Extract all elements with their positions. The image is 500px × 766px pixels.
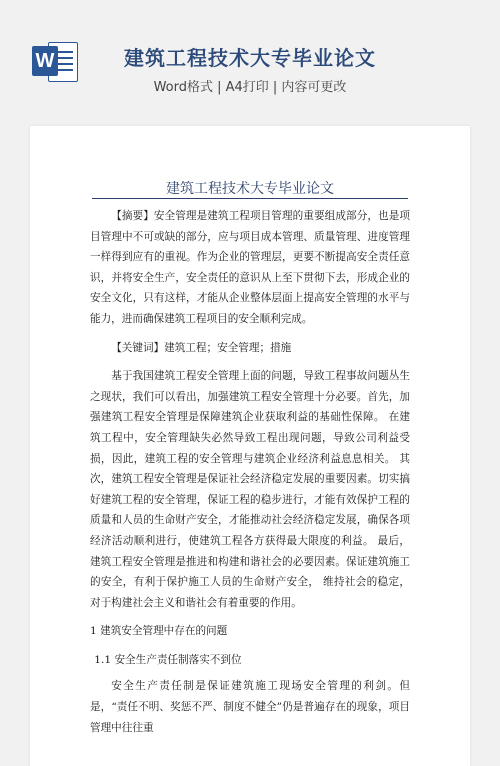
body-paragraph: 基于我国建筑工程安全管理上面的问题，导致工程事故问题丛生之现状，我们可以看出，加强建筑工程安全管理十分必要。首先，加强建筑工程安全管理是保障建筑企业获取利益的基础性保障。 在建筑工程中，安全管理缺失必然导致工程出现问题，导致公司利益受损，因此，建筑工程的安全管理与建筑企业经济利益息息相关。 其次，建筑工程安全管理是保证社会经济稳定发展的重要因素。切实搞好建筑工程的安全管理，保证工程的稳步进行，才能有效保护工程的质量和人员的生命财产安全，才能推动社会经济稳定发展，确保各项经济活动顺利进行，使建筑工程各方获得最大限度的利益。 最后，建筑工程安全管理是推进和构建和谐社会的必要因素。保证建筑施工的安全，有利于保护施工人员的生命财产安全， 维持社会的稳定，对于构建社会主义和谐社会有着重要的作用。 <box>90 370 410 609</box>
abstract-paragraph: 【摘要】安全管理是建筑工程项目管理的重要组成部分，也是项目管理中不可或缺的部分，应与项目成本管理、质量管理、进度管理一样得到应有的重视。作为企业的管理层，更要不断提高安全责任意识，并将安全生产，安全责任的意识从上至下贯彻下去，形成企业的安全文化，只有这样，才能从企业整体层面上提高安全管理的水平与能力，进而确保建筑工程项目的安全顺利完成。 <box>90 210 410 325</box>
title-underline <box>92 198 408 199</box>
page-subtitle: Word格式 | A4打印 | 内容可更改 <box>153 80 347 95</box>
word-badge: W <box>32 46 58 76</box>
page-header <box>0 0 500 118</box>
subsection-paragraph: 安全生产责任制是保证建筑施工现场安全管理的利剑。但是，“责任不明、奖惩不严、制度不健全”仍是普遍存在的现象，项目管理中往往重 <box>90 680 410 734</box>
document-body <box>90 206 410 746</box>
section-heading: 1 建筑安全管理中存在的问题 <box>90 625 228 638</box>
keywords-paragraph: 【关键词】建筑工程；安全管理；措施 <box>111 341 292 354</box>
document-page <box>30 126 470 766</box>
document-title: 建筑工程技术大专毕业论文 <box>166 181 334 197</box>
page-title: 建筑工程技术大专毕业论文 <box>124 46 376 70</box>
subsection-heading: 1.1 安全生产责任制落实不到位 <box>94 653 242 666</box>
